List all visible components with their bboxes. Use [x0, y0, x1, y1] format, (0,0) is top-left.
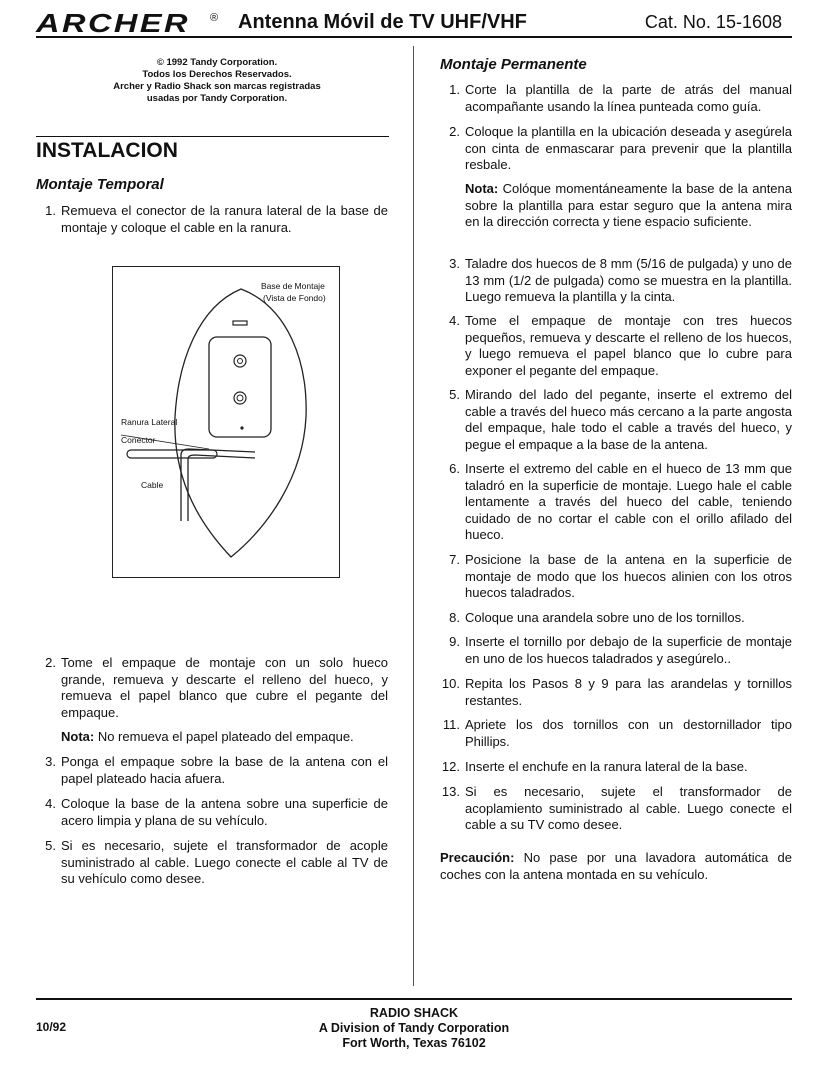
step-number: 1. [449, 82, 460, 97]
step-text: Taladre dos huecos de 8 mm (5/16 de pulgada) y uno de 13 mm (1/2 de pulgada) como se muestra en la plantilla. Luego remueva la plantilla y la cinta. [465, 256, 792, 304]
step-number: 7. [449, 552, 460, 567]
step-text: Remueva el conector de la ranura lateral de la base de montaje y coloque el cable en la ranura. [61, 203, 388, 235]
footer-rule [36, 998, 792, 1000]
copyright-line: © 1992 Tandy Corporation. [156, 57, 278, 68]
figure-label-base: Base de Montaje [261, 281, 325, 291]
figure-label-view: (Vista de Fondo) [263, 293, 326, 303]
footer-line: A Division of Tandy Corporation [318, 1021, 510, 1035]
footer-publisher [250, 1006, 578, 1051]
step-text: Inserte el extremo del cable en el hueco de 13 mm que taladró en la superficie de montaje. Luego hale el cable lentamente a través del hueco del cable, teniendo cuidado de no cortar el cable con el orillo afilado del hueco. [465, 461, 792, 542]
step-text: Coloque una arandela sobre uno de los tornillos. [465, 610, 745, 625]
caution-text: No pase por una lavadora automática de coches con la antena montada en su vehículo. [440, 850, 792, 882]
temporal-step-5 [36, 838, 388, 889]
copyright-line: Archer y Radio Shack son marcas registradas [113, 81, 321, 92]
registered-mark: ® [210, 12, 219, 24]
step-number: 4. [449, 313, 460, 328]
step-text: Si es necesario, sujete el transformador de acoplamiento suministrado al cable. Luego conecte el cable a su TV como desee. [465, 784, 792, 832]
step-text: Repita los Pasos 8 y 9 para las arandelas y tornillos restantes. [465, 676, 792, 708]
step-number: 10. [441, 676, 460, 691]
footer-date: 10/92 [36, 1020, 67, 1034]
note-label: Nota: [465, 181, 499, 196]
step-text: Posicione la base de la antena en la superficie de montaje de modo que los huecos alinien con los otros huecos taladrados. [465, 552, 792, 600]
step-number: 3. [45, 754, 56, 769]
figure-label-cable: Cable [141, 480, 164, 490]
copyright-notice [36, 57, 398, 105]
step-text: Inserte el enchufe en la ranura lateral de la base. [465, 759, 748, 774]
step-number: 12. [441, 759, 460, 774]
step-text: Tome el empaque de montaje con un solo hueco grande, remueva y descarte el relleno del hueco, y remueva el papel blanco que cubre el pegante del empaque. [61, 655, 388, 720]
header-rule [36, 36, 792, 38]
temporal-step-1 [36, 203, 388, 237]
step-number: 8. [449, 610, 460, 625]
footer-line: RADIO SHACK [369, 1006, 459, 1020]
temporal-note [61, 729, 388, 746]
step-text: Inserte el tornillo por debajo de la superficie de montaje en uno de los huecos taladrados y asegúrelo.. [465, 634, 792, 666]
step-number: 2. [45, 655, 56, 670]
column-divider [413, 46, 414, 986]
step-number: 1. [45, 203, 56, 218]
step-number: 11. [442, 717, 460, 732]
step-number: 6. [449, 461, 460, 476]
caution-note [440, 850, 792, 883]
step-text: Tome el empaque de montaje con tres huecos pequeños, remueva y descarte el relleno de los huecos, y luego remueva el papel blanco que lo cubre para exponer el pegante del empaque. [465, 313, 792, 378]
note-text: Colóque momentáneamente la base de la antena sobre la plantilla para estar seguro que la antena mira en la dirección correcta y tiene espacio suficiente. [465, 181, 792, 229]
step-text: Apriete los dos tornillos con un destornillador tipo Phillips. [465, 717, 792, 749]
step-text: Coloque la base de la antena sobre una superficie de acero limpia y plana de su vehículo. [61, 796, 388, 828]
section-rule [36, 136, 389, 137]
note-label: Nota: [61, 729, 95, 744]
step-text: Ponga el empaque sobre la base de la antena con el papel plateado hacia afuera. [61, 754, 388, 786]
permanent-note [465, 181, 792, 231]
figure-label-slot: Ranura Lateral [121, 417, 178, 427]
mounting-base-figure [112, 266, 340, 578]
step-number: 5. [449, 387, 460, 402]
temporal-step-2 [36, 655, 388, 723]
step-number: 13. [441, 784, 460, 799]
temporary-mount-heading: Montaje Temporal [36, 176, 164, 193]
step-number: 3. [449, 256, 460, 271]
note-text: No remueva el papel plateado del empaque. [94, 729, 354, 744]
brand-logo: ARCHER [36, 8, 191, 38]
step-number: 4. [45, 796, 56, 811]
copyright-line: Todos los Derechos Reservados. [142, 69, 292, 80]
footer-line: Fort Worth, Texas 76102 [342, 1036, 486, 1050]
step-number: 2. [449, 124, 460, 139]
caution-label: Precaución: [440, 850, 515, 865]
step-text: Si es necesario, sujete el transformador de acople suministrado al cable. Luego conecte el cable al TV de su vehículo como desee. [61, 838, 388, 886]
document-title: Antenna Móvil de TV UHF/VHF [238, 11, 527, 33]
figure-label-connector: Conector [121, 435, 156, 445]
step-number: 5. [45, 838, 56, 853]
catalog-number: Cat. No. 15-1608 [644, 12, 782, 32]
section-title: INSTALACION [36, 139, 178, 162]
step-number: 9. [449, 634, 460, 649]
temporal-step-3 [36, 754, 388, 788]
copyright-line: usadas por Tandy Corporation. [146, 93, 288, 104]
step-text: Corte la plantilla de la parte de atrás del manual acompañante usando la línea punteada como guía. [465, 82, 792, 114]
step-text: Mirando del lado del pegante, inserte el extremo del cable a través del hueco más cercano a la parte angosta del empaque, hale todo el cable a través del hueco, y pegue el empaque a la base de la antena. [465, 387, 792, 452]
permanent-mount-heading: Montaje Permanente [440, 56, 587, 73]
temporal-step-4 [36, 796, 388, 830]
step-text: Coloque la plantilla en la ubicación deseada y asegúrela con cinta de enmascarar para prevenir que la plantilla resbale. [465, 124, 792, 172]
